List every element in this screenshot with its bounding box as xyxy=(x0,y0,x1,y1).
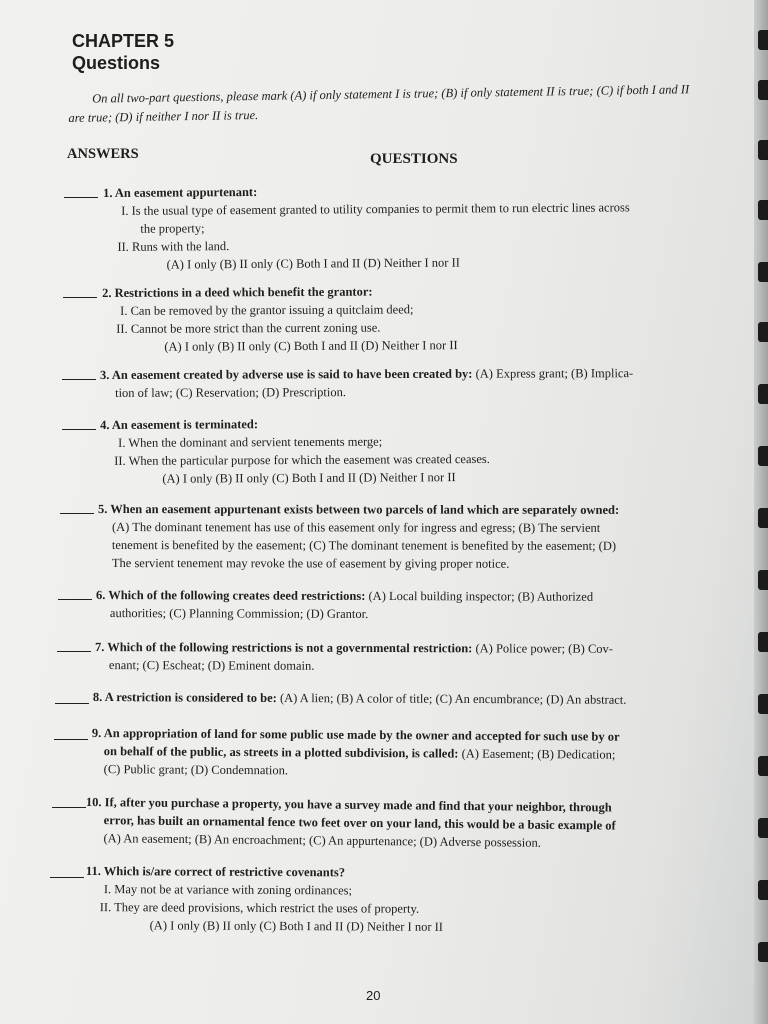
answer-options-continued: The servient tenement may revoke the use of easement by giving proper notice. xyxy=(111,556,510,571)
chapter-label: CHAPTER 5 xyxy=(72,31,175,51)
question-8 xyxy=(93,688,709,709)
question-stem: 9. An appropriation of land for some public use made by the owner and accepted for such use by or xyxy=(91,725,620,744)
answer-options-continued: tion of law; (C) Reservation; (D) Prescription. xyxy=(115,385,346,400)
question-5 xyxy=(98,500,710,573)
answer-options: (A) Easement; (B) Dedication; xyxy=(458,746,616,762)
answers-heading: ANSWERS xyxy=(67,146,139,162)
statement-ii: II. They are deed provisions, which restrict the uses of property. xyxy=(99,900,420,916)
question-6 xyxy=(96,586,710,624)
statement-i-continued: the property; xyxy=(140,221,205,236)
statement-i: I. Can be removed by the grantor issuing a quitclaim deed; xyxy=(120,302,414,318)
statement-ii: II. Runs with the land. xyxy=(117,239,230,254)
answer-blank[interactable] xyxy=(54,738,88,740)
answer-blank[interactable] xyxy=(57,650,91,652)
statement-ii: II. Cannot be more strict than the current zoning use. xyxy=(116,320,381,336)
answer-options: (A) I only (B) II only (C) Both I and II (D) Neither I nor II xyxy=(164,338,458,354)
answer-options: (A) An easement; (B) An encroachment; (C) An appurtenance; (D) Adverse possession. xyxy=(103,831,541,850)
question-stem-continued: error, has built an ornamental fence two feet over on your land, this would be a basic example of xyxy=(103,813,616,833)
question-stem: 11. Which is/are correct of restrictive covenants? xyxy=(85,864,346,880)
answer-options: (A) A lien; (B) A color of title; (C) An encumbrance; (D) An abstract. xyxy=(276,690,627,707)
answer-options: (A) Local building inspector; (B) Authorized xyxy=(365,588,594,604)
statement-i: I. Is the usual type of easement granted to utility companies to permit them to run electric lines across xyxy=(121,200,630,218)
answer-options-continued: tenement is benefited by the easement; (C) The dominant tenement is benefited by the easement; (D) xyxy=(111,538,617,553)
answer-blank[interactable] xyxy=(55,702,89,704)
answer-options: (A) The dominant tenement has use of this easement only for ingress and egress; (B) The servient xyxy=(111,520,601,535)
instructions-text: On all two-part questions, please mark (A) if only statement I is true; (B) if only statement II is true; (C) if both I and II are true; (D) if neither I nor II is true. xyxy=(68,82,690,125)
question-stem: 5. When an easement appurtenant exists between two parcels of land which are separately owned: xyxy=(97,502,620,517)
question-stem: 2. Restrictions in a deed which benefit the grantor: xyxy=(102,284,373,300)
question-10 xyxy=(85,793,712,854)
question-4 xyxy=(100,413,700,488)
chapter-heading xyxy=(72,30,174,74)
question-stem: 7. Which of the following restrictions is not a governmental restriction: xyxy=(94,640,473,656)
answer-blank[interactable] xyxy=(52,806,86,808)
statement-i: I. When the dominant and servient tenements merge; xyxy=(118,434,383,450)
answer-options-continued: authorities; (C) Planning Commission; (D) Grantor. xyxy=(109,606,369,621)
answer-blank[interactable] xyxy=(60,512,94,514)
page-title: Questions xyxy=(72,53,161,73)
question-stem: 6. Which of the following creates deed restrictions: xyxy=(95,588,366,603)
question-stem: 10. If, after you purchase a property, you have a survey made and find that your neighbor, through xyxy=(85,794,612,815)
answer-options-continued: (C) Public grant; (D) Condemnation. xyxy=(103,762,289,778)
page-number: 20 xyxy=(366,988,381,1003)
question-3 xyxy=(100,364,710,402)
answer-options: (A) I only (B) II only (C) Both I and II (D) Neither I nor II xyxy=(166,255,460,272)
question-9 xyxy=(92,724,710,782)
answer-options: (A) Express grant; (B) Implica- xyxy=(472,366,634,381)
question-11 xyxy=(86,862,686,937)
answer-blank[interactable] xyxy=(63,296,97,298)
answer-options: (A) I only (B) II only (C) Both I and II (D) Neither I nor II xyxy=(149,918,444,934)
question-stem: 4. An easement is terminated: xyxy=(100,417,259,432)
answer-blank[interactable] xyxy=(64,196,98,198)
answer-options: (A) Police power; (B) Cov- xyxy=(472,641,614,656)
statement-ii: II. When the particular purpose for which the easement was created ceases. xyxy=(114,451,490,468)
questions-heading: QUESTIONS xyxy=(370,151,458,167)
question-2 xyxy=(102,281,702,356)
question-stem-continued: on behalf of the public, as streets in a plotted subdivision, is called: xyxy=(103,744,459,761)
answer-blank[interactable] xyxy=(62,378,96,380)
answer-options-continued: enant; (C) Escheat; (D) Eminent domain. xyxy=(108,658,315,673)
question-stem: 8. A restriction is considered to be: xyxy=(92,690,277,705)
answer-blank[interactable] xyxy=(50,876,84,878)
question-7 xyxy=(95,638,709,676)
statement-i: I. May not be at variance with zoning ordinances; xyxy=(103,882,353,898)
answer-options: (A) I only (B) II only (C) Both I and II (D) Neither I nor II xyxy=(162,470,456,486)
answer-blank[interactable] xyxy=(58,598,92,600)
question-stem: 1. An easement appurtenant: xyxy=(103,184,258,200)
answer-blank[interactable] xyxy=(62,428,96,430)
question-1 xyxy=(103,180,704,274)
question-stem: 3. An easement created by adverse use is said to have been created by: xyxy=(100,366,473,382)
